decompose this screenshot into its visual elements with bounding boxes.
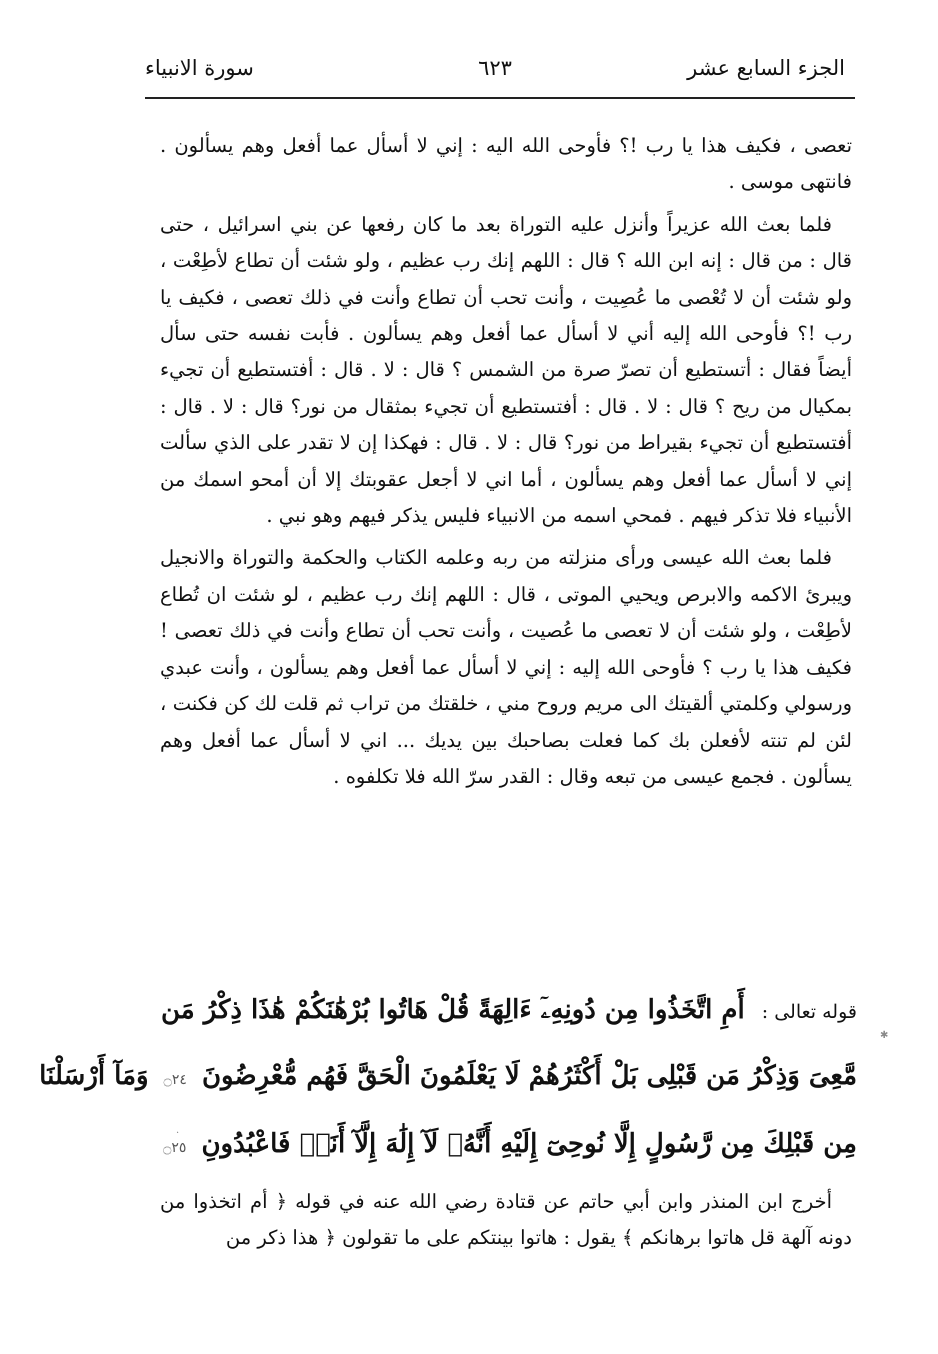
verse-text: أَمِ اتَّخَذُوا مِن دُونِهِۦٓ ءَالِهَةً قُلْ هَاتُوا بُرْهَٰنَكُمْ هَٰذَا ذِكْرُ مَن bbox=[160, 995, 745, 1025]
scan-speck: · bbox=[176, 1128, 180, 1139]
verse-text: مَّعِىَ وَذِكْرُ مَن قَبْلِى بَلْ أَكْثَرُهُمْ لَا يَعْلَمُونَ الْحَقَّ فَهُم مُّعْرِضُونَ bbox=[201, 1061, 857, 1091]
surah-label: سورة الانبياء bbox=[145, 56, 254, 80]
ayah-number: ٢٤ bbox=[171, 1072, 187, 1088]
commentary-text bbox=[160, 1184, 852, 1257]
main-text bbox=[160, 128, 852, 795]
verse-text: مِن قَبْلِكَ مِن رَّسُولٍ إِلَّا نُوحِىٓ إِلَيْهِ أَنَّهُۥ لَآ إِلَٰهَ إِلَّآ أَنَا۠ فَاعْبُدُونِ bbox=[201, 1129, 857, 1159]
header-divider bbox=[145, 97, 855, 99]
paragraph: تعصى ، فكيف هذا يا رب !؟ فأوحى الله اليه : إني لا أسأل عما أفعل وهم يسألون . فانتهى موسى . bbox=[160, 134, 852, 194]
quran-line bbox=[39, 1044, 857, 1112]
juz-label: الجزء السابع عشر bbox=[687, 56, 845, 80]
paragraph: أخرج ابن المنذر وابن أبي حاتم عن قتادة رضي الله عنه في قوله ﴿ أم اتخذوا من دونه آلهة قل هاتوا برهانكم ﴾ يقول : هاتوا بينتكم على ما تقولون ﴿ هذا ذكر من bbox=[160, 1190, 852, 1250]
paragraph: فلما بعث الله عزيراً وأنزل عليه التوراة بعد ما كان رفعها عن بني اسرائيل ، حتى قال : من قال : إنه ابن الله ؟ قال : اللهم إنك رب عظيم ، ولو شئت أن تطاع لأطِعْت ، ولو شئت أن لا تُعْصى ما عُصِيت ، وأنت تحب أن تطاع وأنت في ذلك تعصى ، فكيف يا رب !؟ فأوحى الله إليه أني لا أسأل عما أفعل وهم يسألون . فأبت نفسه حتى سأل أيضاً فقال : أتستطيع أن تصرّ صرة من الشمس ؟ قال : لا . قال : أفتستطيع أن تجيء بمكيال من ريح ؟ قال : لا . قال : أفتستطيع أن تجيء بمثقال من نور؟ قال : لا . قال : أفتستطيع أن تجيء بقيراط من نور؟ قال : لا . قال : فهكذا إن لا تقدر على الذي سألت إني لا أسأل عما أفعل وهم يسألون ، أما اني لا أجعل عقوبتك إلا أن أمحو اسمك من الأنبياء فلا تذكر فيهم . فمحي اسمه من الانبياء فليس يذكر فيهم وهو نبي . bbox=[160, 212, 853, 528]
quran-verses bbox=[39, 978, 857, 1180]
verse-text: وَمَآ أَرْسَلْنَا bbox=[39, 1061, 149, 1091]
ayah-number: ٢٥ bbox=[171, 1140, 187, 1156]
running-header bbox=[145, 56, 845, 96]
paragraph: فلما بعث الله عيسى ورأى منزلته من ربه وعلمه الكتاب والحكمة والتوراة والانجيل ويبرئ الاكمه والابرص ويحيي الموتى ، قال : اللهم إنك رب عظيم ، لو شئت ان تُطاع لأطِعْت ، ولو شئت أن لا تعصى ما عُصيت ، وأنت تحب أن تطاع وأنت في ذلك تعصى ! فكيف هذا يا رب ؟ فأوحى الله إليه : إني لا أسأل عما أفعل وهم يسألون ، وأنت عبدي ورسولي وكلمتي ألقيتك الى مريم وروح مني ، خلقتك من تراب ثم قلت لك كن فكنت ، لئن لم تنته لأفعلن بك كما فعلت بصاحبك بين يديك ... اني لا أسأل عما أفعل وهم يسألون . فجمع عيسى من تبعه وقال : القدر سرّ الله فلا تكلفوه . bbox=[160, 546, 852, 788]
quran-line bbox=[155, 978, 857, 1044]
quran-line bbox=[155, 1112, 857, 1180]
verse-intro: قوله تعالى : bbox=[761, 1001, 857, 1023]
ayah-number-marker: ۝٢٥ bbox=[163, 1140, 187, 1156]
ayah-number-marker: ۝٢٤ bbox=[163, 1072, 187, 1088]
page-number: ٦٢٣ bbox=[478, 56, 512, 80]
scan-speck: ✱ bbox=[880, 1030, 889, 1041]
